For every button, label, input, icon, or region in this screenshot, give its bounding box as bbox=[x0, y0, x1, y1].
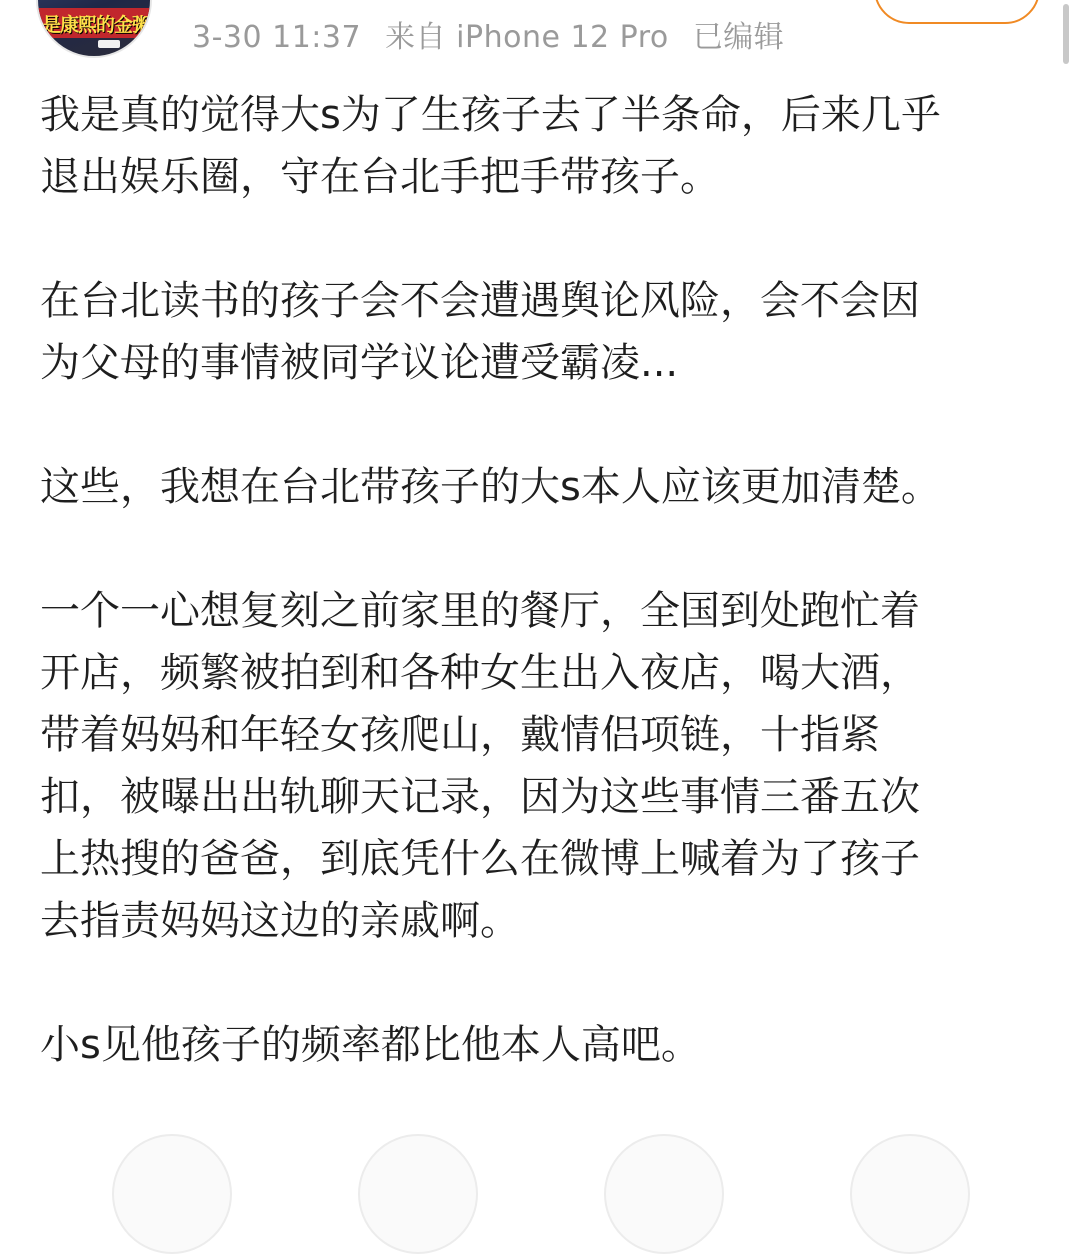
post-edited-label: 已编辑 bbox=[692, 20, 785, 55]
scrollbar[interactable] bbox=[1063, 4, 1069, 64]
avatar-sub-label bbox=[98, 40, 120, 48]
post-source: 来自 iPhone 12 Pro bbox=[385, 20, 669, 55]
image-thumbnail-3[interactable] bbox=[604, 1134, 724, 1254]
post-paragraph-1: 我是真的觉得大s为了生孩子去了半条命，后来几乎 退出娱乐圈，守在台北手把手带孩子。 bbox=[40, 92, 941, 200]
post-timestamp: 3-30 11:37 bbox=[192, 20, 362, 55]
post-paragraph-2: 在台北读书的孩子会不会遭遇舆论风险，会不会因 为父母的事情被同学议论遭受霸凌... bbox=[40, 278, 920, 386]
post-meta bbox=[192, 12, 798, 56]
post-body bbox=[40, 84, 1050, 1076]
post-paragraph-5: 小s见他孩子的频率都比他本人高吧。 bbox=[40, 1022, 701, 1068]
image-thumbnail-4[interactable] bbox=[850, 1134, 970, 1254]
user-avatar[interactable] bbox=[36, 0, 152, 58]
image-thumbnail-2[interactable] bbox=[358, 1134, 478, 1254]
post-paragraph-3: 这些，我想在台北带孩子的大s本人应该更加清楚。 bbox=[40, 464, 941, 510]
avatar-logo-text: 是康熙的金粥 bbox=[41, 14, 150, 36]
follow-button[interactable] bbox=[874, 0, 1040, 24]
image-thumbnail-1[interactable] bbox=[112, 1134, 232, 1254]
post-paragraph-4: 一个一心想复刻之前家里的餐厅，全国到处跑忙着 开店，频繁被拍到和各种女生出入夜店，喝大酒， 带着妈妈和年轻女孩爬山，戴情侣项链，十指紧 扣，被曝出出轨聊天记录，因为这些事情三番五次 上热搜的爸爸，到底凭什么在微博上喊着为了孩子 去指责妈妈这边的亲戚啊。 bbox=[40, 588, 920, 944]
